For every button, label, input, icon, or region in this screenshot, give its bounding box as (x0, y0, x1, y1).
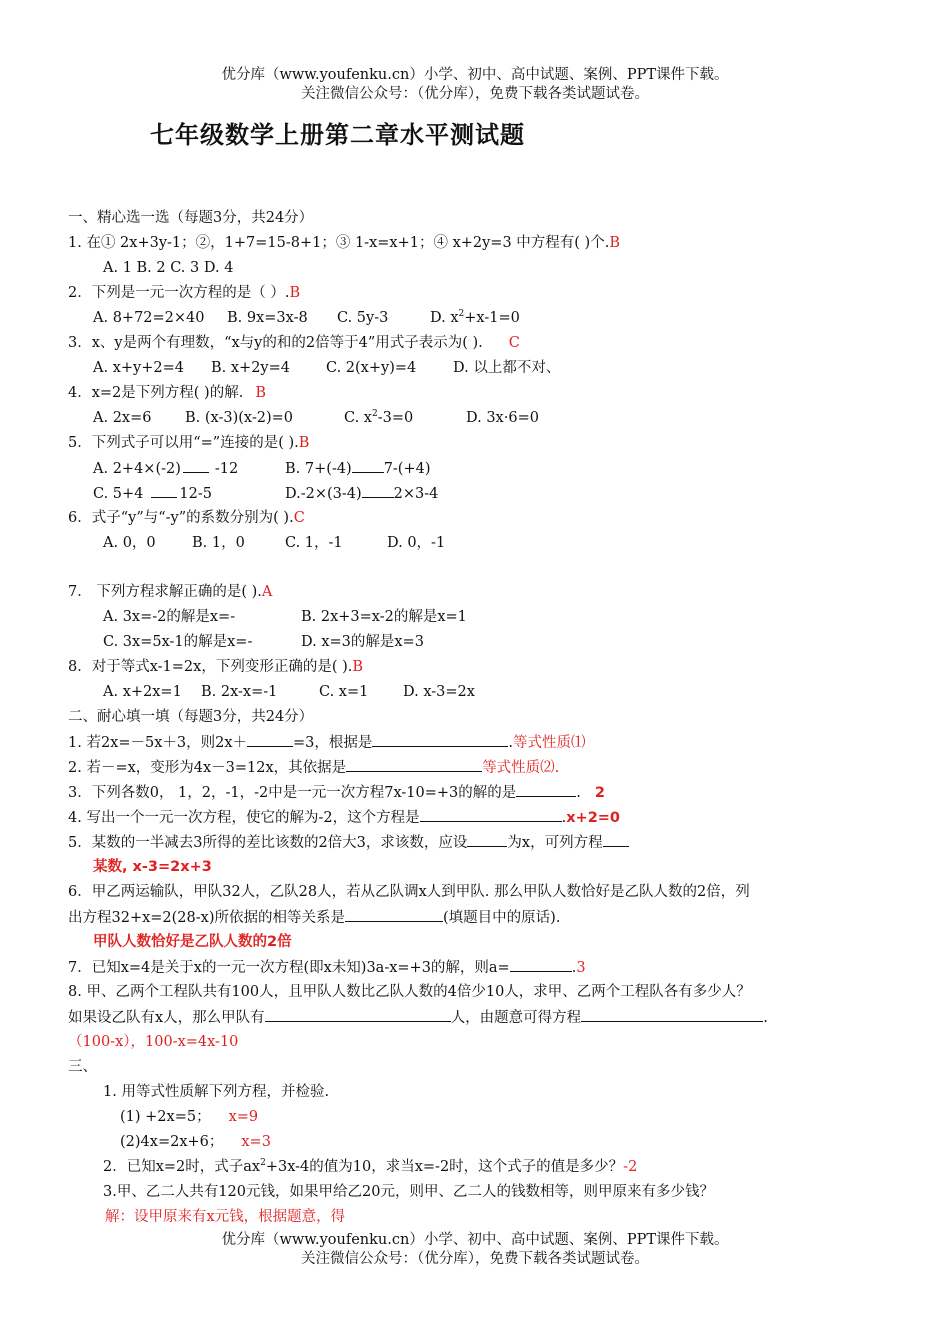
question-text: 7． 下列方程求解正确的是( ). (68, 584, 262, 600)
blank-line (581, 1007, 763, 1022)
option-c: C. 1，-1 (285, 535, 343, 551)
s1-q4-options (93, 408, 539, 428)
s1-q6-options (103, 533, 445, 553)
s3-q1-part-2 (120, 1132, 271, 1152)
question-text: 3．x、y是两个有理数，“x与y的和的2倍等于4”用式子表示为( ). (68, 335, 483, 351)
blank-line (420, 807, 562, 822)
option-c: C. 2(x+y)=4 (326, 360, 417, 376)
option-d-pre: D.-2×(3-4) (285, 486, 362, 502)
s1-question-3 (68, 333, 520, 353)
answer: 等式性质⑴ (513, 735, 586, 751)
question-text-mid: =3，根据是 (293, 735, 373, 751)
answer: 某数, x-3=2x+3 (93, 859, 212, 875)
s1-question-1 (68, 233, 620, 253)
option-d-post: 2×3-4 (393, 486, 439, 502)
s2-question-4 (68, 807, 620, 828)
question-text: 6．式子“y”与“-y”的系数分别为( ). (68, 510, 294, 526)
s3-question-1: 1. 用等式性质解下列方程，并检验. (103, 1084, 330, 1100)
option-b: B. 2x+3=x-2的解是x=1 (301, 609, 467, 625)
s2-question-2 (68, 757, 559, 778)
part-text: (1) +2x=5； (120, 1109, 211, 1125)
question-text-post: . (571, 960, 577, 976)
s1-q2-options (93, 308, 520, 328)
s2-question-3 (68, 782, 605, 803)
s1-q7-options-cd (103, 632, 424, 652)
footer-line-1: 优分库（www.youfenku.cn）小学、初中、高中试题、案例、PPT课件下载。 (221, 1232, 729, 1248)
blank-line (362, 483, 394, 498)
question-text: 8．对于等式x-1=2x，下列变形正确的是( ). (68, 659, 353, 675)
question-text: 3．下列各数0， 1，2，-1，-2中是一元一次方程7x-10=+3的解的是 (68, 785, 517, 801)
question-text: 5．下列式子可以用“=”连接的是( ). (68, 435, 299, 451)
option-b: B. 9x=3x-8 (227, 310, 308, 326)
option-d: D. 以上都不对、 (453, 360, 561, 376)
blank-line (346, 757, 482, 772)
option-c-pre: C. x (344, 410, 372, 426)
answer: B (298, 435, 310, 451)
s3-question-2 (103, 1157, 637, 1177)
option-b: B. x+2y=4 (211, 360, 290, 376)
section-2-heading: 二、耐心填一填（每题3分，共24分） (68, 709, 314, 725)
option-b: B. (x-3)(x-2)=0 (185, 410, 293, 426)
answer: B (609, 235, 620, 251)
option-a-post: -12 (214, 461, 239, 477)
blank-line (183, 458, 209, 473)
question-text: 1. 若2x=－5x＋3，则2x＋ (68, 735, 248, 751)
answer: x=9 (228, 1109, 259, 1125)
question-text: 出方程32+x=2(28-x)所依据的相等关系是 (68, 910, 345, 926)
blank-line (467, 832, 507, 847)
answer: A (261, 584, 273, 600)
option-b: B. 1，0 (192, 535, 245, 551)
option-a: A. x+2x=1 (103, 684, 182, 700)
header-line-2: 关注微信公众号：（优分库），免费下载各类试题试卷。 (301, 86, 649, 102)
blank-line (372, 732, 508, 747)
s2-question-1 (68, 732, 586, 753)
answer: B (289, 285, 301, 301)
option-c: C. x=1 (319, 684, 369, 700)
option-d (285, 483, 438, 504)
answer: 等式性质⑵. (482, 760, 560, 776)
option-a (93, 458, 285, 479)
s2-q6-answer (93, 932, 292, 952)
s1-question-2 (68, 283, 300, 303)
answer: C (508, 335, 520, 351)
blank-line (352, 458, 384, 473)
s1-question-8 (68, 657, 363, 677)
option-d: D. 3x·6=0 (466, 410, 539, 426)
blank-line (151, 483, 177, 498)
question-text: 2．已知x=2时，式子ax (103, 1159, 261, 1175)
question-text: 2. 若－=x，变形为4x－3=12x，其依据是 (68, 760, 347, 776)
answer: -2 (623, 1159, 638, 1175)
s1-question-6 (68, 508, 305, 528)
question-text: 1. 在① 2x+3y-1；②，1+7=15-8+1；③ 1-x=x+1；④ x+2y=3 中方程有( )个. (68, 235, 610, 251)
option-d: D. x-3=2x (403, 684, 475, 700)
s3-question-3: 3.甲、乙二人共有120元钱，如果甲给乙20元，则甲、乙二人的钱数相等，则甲原来有多少钱？ (103, 1184, 714, 1200)
blank-line (247, 732, 293, 747)
answer: B (352, 659, 364, 675)
question-text-post: (填题目中的原话). (443, 910, 561, 926)
s2-question-8-line-2 (68, 1007, 768, 1028)
s1-question-4 (68, 383, 266, 403)
header-line-1: 优分库（www.youfenku.cn）小学、初中、高中试题、案例、PPT课件下载。 (221, 67, 729, 83)
answer: （100-x），100-x=4x-10 (68, 1034, 239, 1050)
s2-q5-answer (93, 857, 212, 877)
question-text-post: . (576, 785, 581, 801)
s2-question-6-line-1: 6．甲乙两运输队，甲队32人，乙队28人，若从乙队调x人到甲队. 那么甲队人数恰好是乙队人数的2倍，列 (68, 884, 750, 900)
option-c: C. 5y-3 (337, 310, 389, 326)
option-d-post: +x-1=0 (464, 310, 520, 326)
question-text: 7．已知x=4是关于x的一元一次方程(即x未知)3a-x=+3的解，则a= (68, 960, 510, 976)
question-text: 4．x=2是下列方程( )的解. (68, 385, 244, 401)
option-b-post: 7-(+4) (383, 461, 431, 477)
question-text: 4. 写出一个一元一次方程，使它的解为-2，这个方程是 (68, 810, 420, 826)
option-d-pre: D. x (430, 310, 459, 326)
option-c-exponent: 2 (371, 409, 378, 420)
answer: x+2=0 (566, 810, 621, 826)
option-a: A. 8+72=2×40 (93, 310, 205, 326)
answer: 3 (576, 960, 586, 976)
part-text: (2)4x=2x+6； (120, 1134, 224, 1150)
exponent: 2 (260, 1158, 266, 1169)
answer: 甲队人数恰好是乙队人数的2倍 (93, 934, 292, 950)
question-text-mid: 人，由题意可得方程 (450, 1010, 582, 1026)
page-title: 七年级数学上册第二章水平测试题 (150, 121, 525, 149)
s2-question-8-line-1: 8. 甲、乙两个工程队共有100人，且甲队人数比乙队人数的4倍少10人，求甲、乙两个工程队各有多少人？ (68, 984, 751, 1000)
option-c: C. 3x=5x-1的解是x=- (103, 634, 253, 650)
s2-question-6-line-2 (68, 907, 560, 928)
option-c (93, 483, 285, 504)
answer: x=3 (241, 1134, 271, 1150)
option-b (285, 458, 431, 479)
s1-q5-options-cd (93, 483, 438, 504)
option-a: A. x+y+2=4 (93, 360, 184, 376)
answer: C (293, 510, 305, 526)
option-a-pre: A. 2+4×(-2) (93, 461, 181, 477)
option-a: A. 2x=6 (93, 410, 152, 426)
option-a: A. 3x=-2的解是x=- (103, 609, 236, 625)
s1-question-5 (68, 433, 309, 453)
question-text-mid: 为x，可列方程 (507, 835, 603, 851)
section-1-heading: 一、精心选一选（每题3分，共24分） (68, 210, 314, 226)
s3-q1-part-1 (120, 1107, 258, 1127)
question-text-post: +3x-4的值为10，求当x=-2时，这个式子的值是多少？ (265, 1159, 624, 1175)
s2-q8-answer (68, 1032, 238, 1052)
question-text: 5．某数的一半减去3所得的差比该数的2倍大3，求该数，应设 (68, 835, 468, 851)
answer: 2 (594, 785, 605, 801)
question-text-post: . (763, 1010, 768, 1026)
answer: 解：设甲原来有x元钱，根据题意，得 (105, 1209, 346, 1225)
s1-q3-options (93, 358, 560, 378)
option-b-pre: B. 7+(-4) (285, 461, 352, 477)
s1-q8-options (103, 682, 475, 702)
option-d: D. 0，-1 (387, 535, 446, 551)
s2-question-5 (68, 832, 629, 853)
s3-q3-answer (105, 1207, 345, 1227)
s1-q1-options: A. 1 B. 2 C. 3 D. 4 (103, 260, 234, 276)
question-text-post: . (508, 735, 514, 751)
s1-q5-options-ab (93, 458, 431, 479)
s1-question-7 (68, 582, 272, 602)
section-3-heading: 三、 (68, 1059, 97, 1075)
footer-line-2: 关注微信公众号：（优分库），免费下载各类试题试卷。 (301, 1251, 649, 1267)
option-d-exponent: 2 (458, 309, 465, 320)
option-c (344, 408, 466, 428)
option-c-pre: C. 5+4 (93, 486, 144, 502)
option-c-post: -3=0 (377, 410, 414, 426)
question-text: 2．下列是一元一次方程的是（ ）. (68, 285, 290, 301)
blank-line (510, 957, 572, 972)
option-d (430, 308, 520, 328)
option-b: B. 2x-x=-1 (201, 684, 278, 700)
answer: B (255, 385, 266, 401)
blank-line (265, 1007, 451, 1022)
blank-line (345, 907, 443, 922)
s2-question-7 (68, 957, 586, 978)
option-c-post: 12-5 (179, 486, 212, 502)
option-d: D. x=3的解是x=3 (301, 634, 424, 650)
s1-q7-options-ab (103, 607, 467, 627)
question-text-post: . (561, 810, 567, 826)
blank-line (603, 832, 629, 847)
question-text: 如果设乙队有x人，那么甲队有 (68, 1010, 265, 1026)
option-a: A. 0，0 (103, 535, 156, 551)
blank-line (516, 782, 576, 797)
